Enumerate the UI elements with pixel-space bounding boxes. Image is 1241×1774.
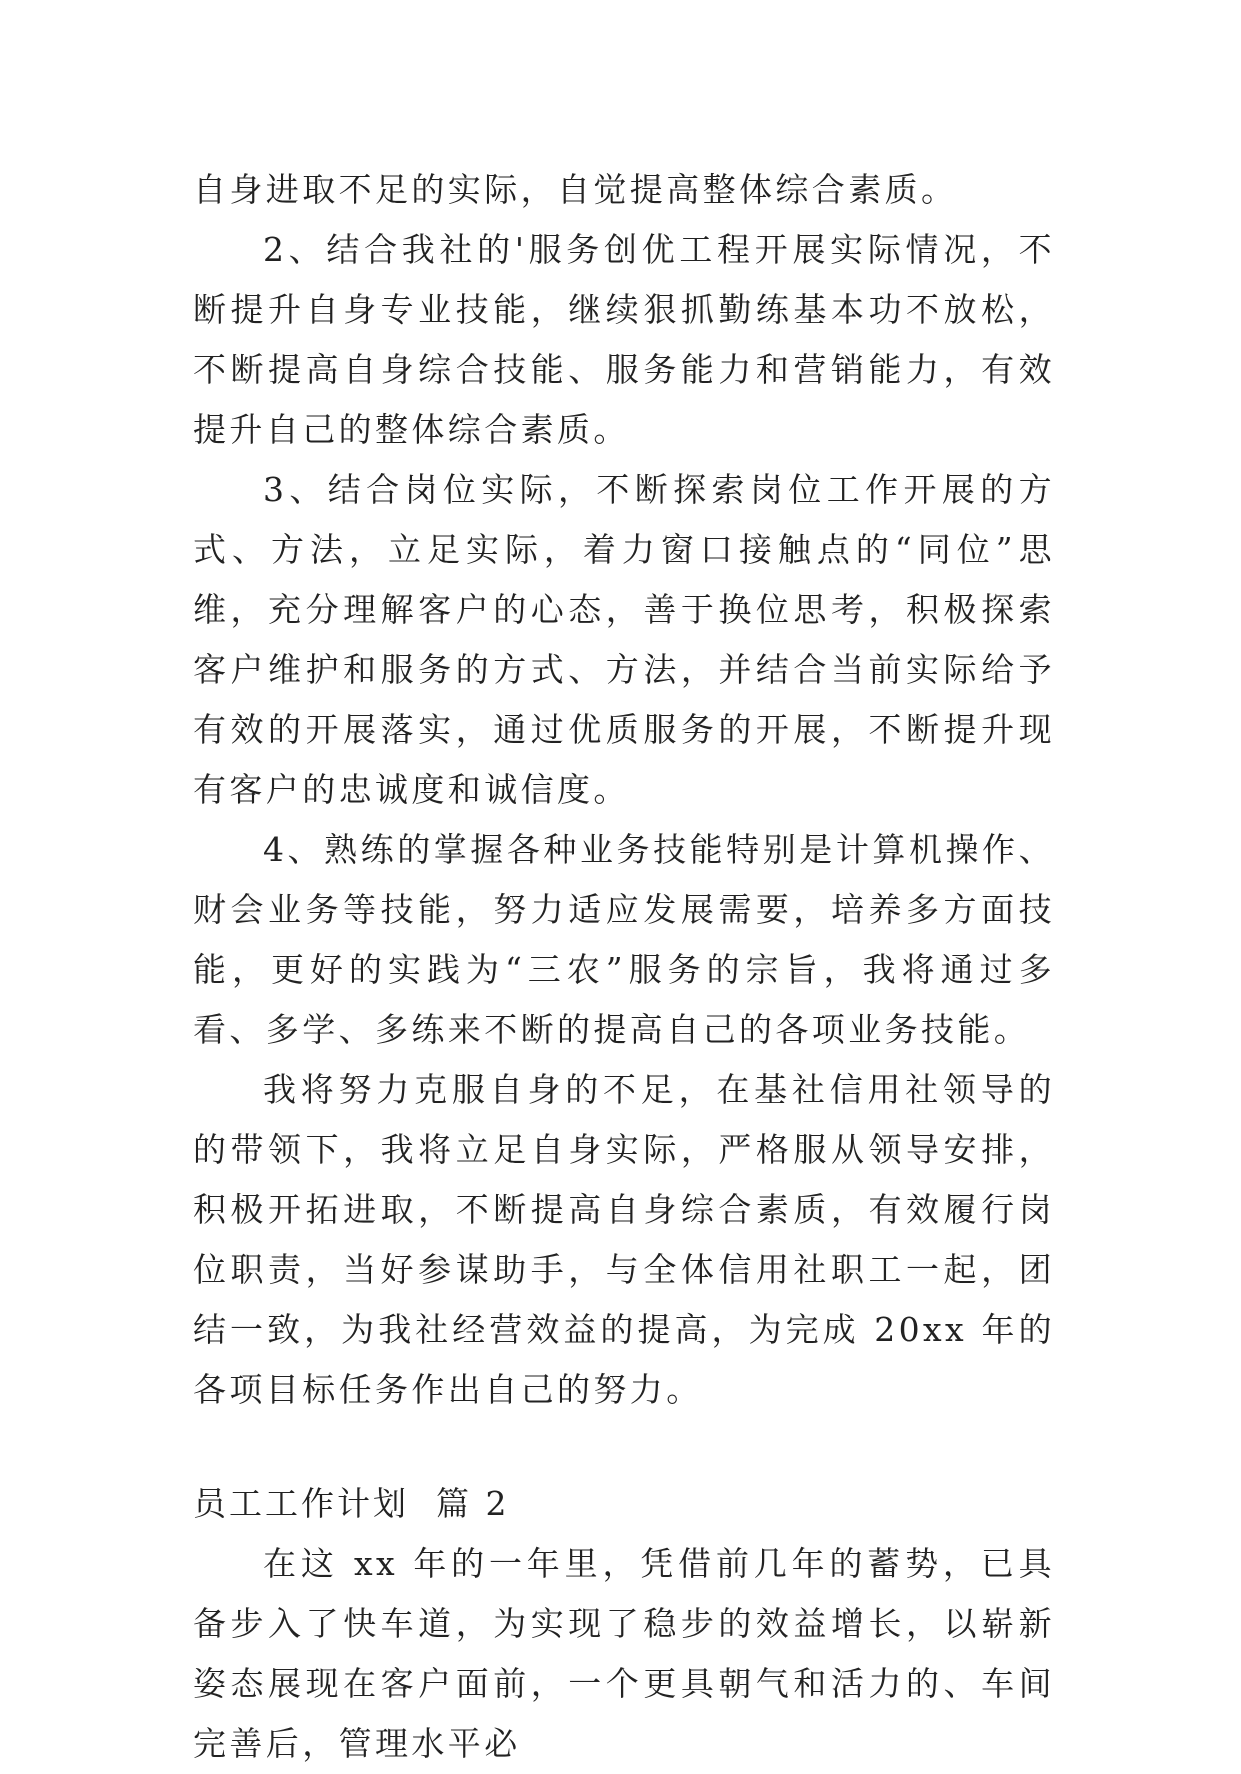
paragraph-2: 2、结合我社的'服务创优工程开展实际情况，不断提升自身专业技能，继续狠抓勤练基本功不放松，不断提高自身综合技能、服务能力和营销能力，有效提升自己的整体综合素质。: [193, 230, 1055, 449]
document-body: [193, 160, 1055, 1774]
section-title: 员工工作计划 篇 2: [193, 1484, 510, 1523]
paragraph-3: 3、结合岗位实际，不断探索岗位工作开展的方式、方法，立足实际，着力窗口接触点的“同位”思维，充分理解客户的心态，善于换位思考，积极探索客户维护和服务的方式、方法，并结合当前实际给予有效的开展落实，通过优质服务的开展，不断提升现有客户的忠诚度和诚信度。: [193, 470, 1055, 809]
paragraph-1: 自身进取不足的实际，自觉提高整体综合素质。: [193, 170, 958, 209]
paragraph-4: 4、熟练的掌握各种业务技能特别是计算机操作、财会业务等技能，努力适应发展需要，培养多方面技能，更好的实践为“三农”服务的宗旨，我将通过多看、多学、多练来不断的提高自己的各项业务技能。: [193, 830, 1055, 1049]
paragraph-5: 我将努力克服自身的不足，在基社信用社领导的的带领下，我将立足自身实际，严格服从领导安排，积极开拓进取，不断提高自身综合素质，有效履行岗位职责，当好参谋助手，与全体信用社职工一起，团结一致，为我社经营效益的提高，为完成 20xx 年的各项目标任务作出自己的努力。: [193, 1070, 1055, 1409]
paragraph-6: 在这 xx 年的一年里，凭借前几年的蓄势，已具备步入了快车道，为实现了稳步的效益增长，以崭新姿态展现在客户面前，一个更具朝气和活力的、车间完善后，管理水平必: [193, 1544, 1055, 1763]
